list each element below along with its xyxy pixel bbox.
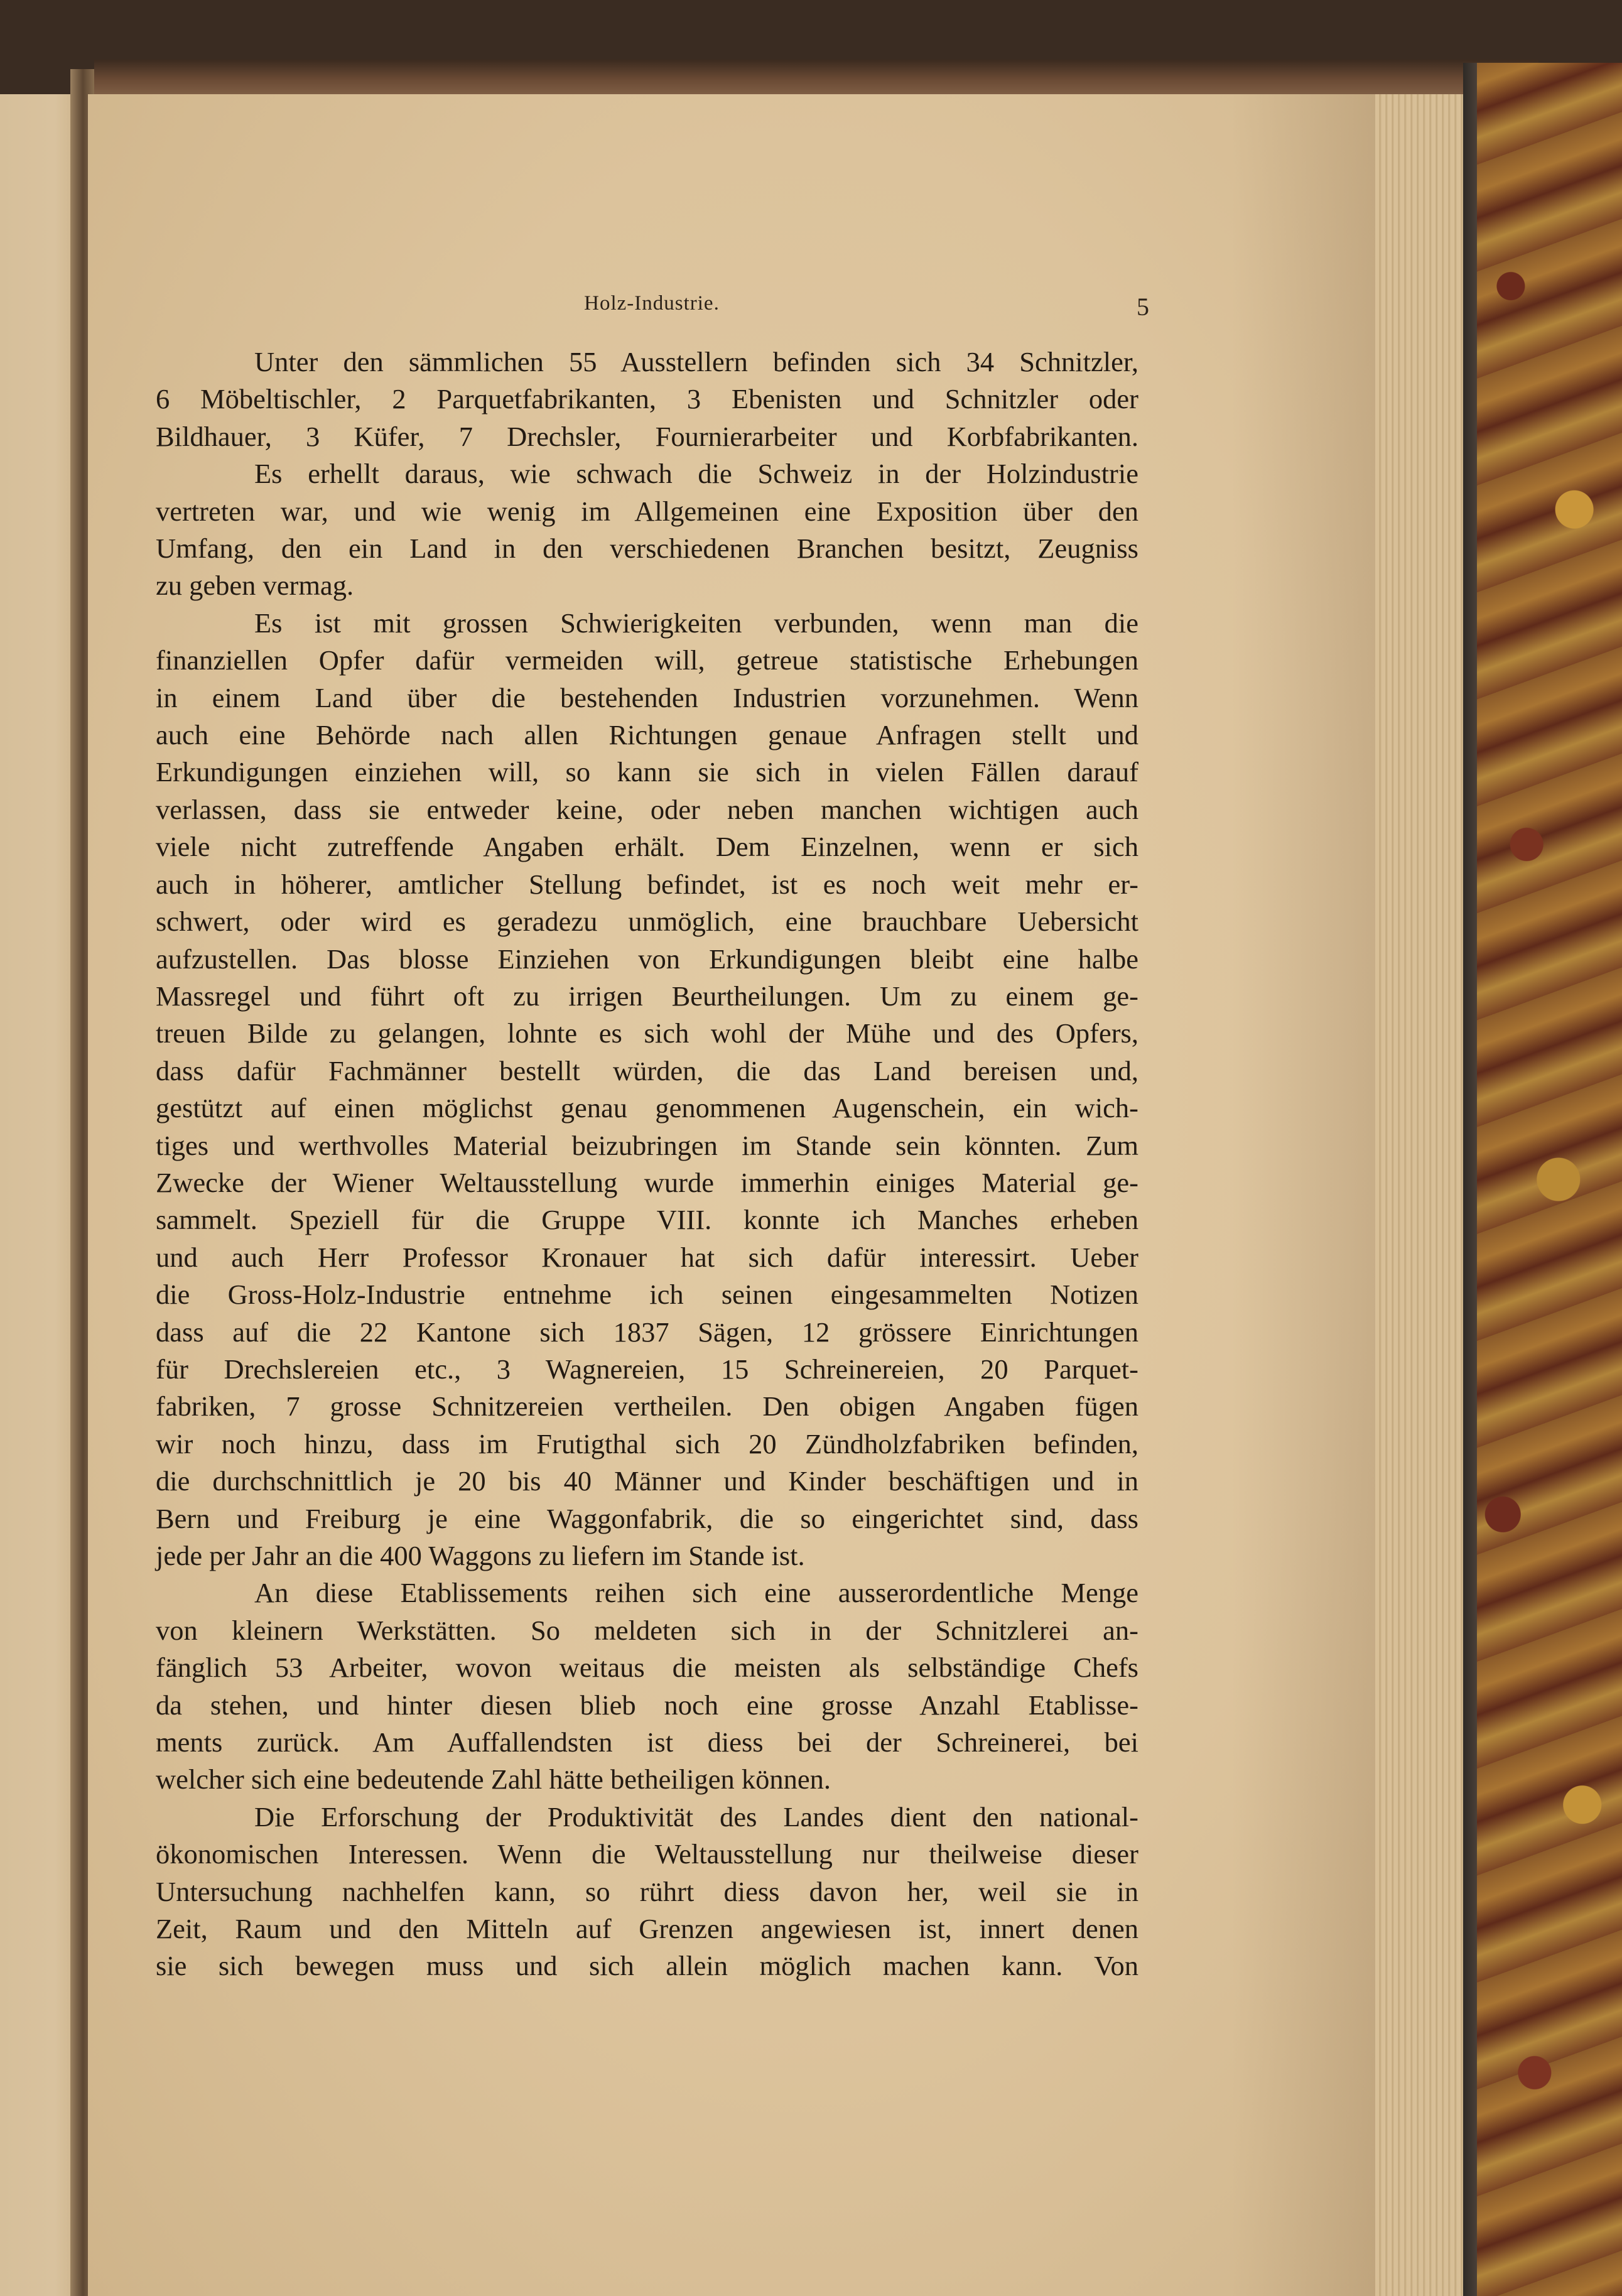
text-line: Massregel und führt oft zu irrigen Beurtheilungen. Um zu einem ge- bbox=[156, 980, 1138, 1012]
text-line: jede per Jahr an die 400 Waggons zu liefern im Stande ist. bbox=[156, 1540, 805, 1571]
text-line: Unter den sämmlichen 55 Ausstellern befinden sich 34 Schnitzler, bbox=[254, 346, 1138, 377]
text-line: treuen Bilde zu gelangen, lohnte es sich wohl der Mühe und des Opfers, bbox=[156, 1017, 1138, 1049]
text-line: Bildhauer, 3 Küfer, 7 Drechsler, Fournierarbeiter und Korbfabrikanten. bbox=[156, 420, 1138, 452]
cover-spine bbox=[1463, 63, 1477, 2296]
text-line: fänglich 53 Arbeiter, wovon weitaus die meisten als selbständige Chefs bbox=[156, 1652, 1138, 1684]
text-line: Zwecke der Wiener Weltausstellung wurde immerhin einiges Material ge- bbox=[156, 1166, 1138, 1198]
text-line: Es ist mit grossen Schwierigkeiten verbunden, wenn man die bbox=[254, 607, 1138, 639]
text-line: wir noch hinzu, dass im Frutigthal sich 20 Zündholzfabriken befinden, bbox=[156, 1427, 1138, 1459]
body-text bbox=[156, 344, 1138, 1985]
text-line: in einem Land über die bestehenden Industrien vorzunehmen. Wenn bbox=[156, 681, 1138, 713]
text-line: sammelt. Speziell für die Gruppe VIII. konnte ich Manches erheben bbox=[156, 1204, 1138, 1236]
text-line: und auch Herr Professor Kronauer hat sich dafür interessirt. Ueber bbox=[156, 1241, 1138, 1273]
page-header bbox=[156, 292, 1148, 330]
text-line: verlassen, dass sie entweder keine, oder neben manchen wichtigen auch bbox=[156, 793, 1138, 825]
marbled-cover bbox=[1463, 63, 1622, 2296]
text-line: Es erhellt daraus, wie schwach die Schweiz in der Holzindustrie bbox=[254, 458, 1138, 490]
text-line: Untersuchung nachhelfen kann, so rührt diess davon her, weil sie in bbox=[156, 1875, 1138, 1907]
text-line: von kleinern Werkstätten. So meldeten sich in der Schnitzlerei an- bbox=[156, 1614, 1138, 1646]
text-line: viele nicht zutreffende Angaben erhält. Dem Einzelnen, wenn er sich bbox=[156, 831, 1138, 863]
text-line: tiges und werthvolles Material beizubringen im Stande sein könnten. Zum bbox=[156, 1129, 1138, 1161]
text-line: die durchschnittlich je 20 bis 40 Männer und Kinder beschäftigen und in bbox=[156, 1465, 1138, 1497]
text-line: aufzustellen. Das blosse Einziehen von Erkundigungen bleibt eine halbe bbox=[156, 943, 1138, 975]
text-line: auch in höherer, amtlicher Stellung befindet, ist es noch weit mehr er- bbox=[156, 868, 1138, 900]
page-shadow bbox=[1231, 94, 1375, 2296]
text-line: sie sich bewegen muss und sich allein möglich machen kann. Von bbox=[156, 1950, 1138, 1982]
text-line: schwert, oder wird es geradezu unmöglich, eine brauchbare Uebersicht bbox=[156, 906, 1138, 938]
text-line: vertreten war, und wie wenig im Allgemeinen eine Exposition über den bbox=[156, 495, 1138, 527]
text-line: ökonomischen Interessen. Wenn die Weltausstellung nur theilweise dieser bbox=[156, 1838, 1138, 1870]
text-line: die Gross-Holz-Industrie entnehme ich seinen eingesammelten Notizen bbox=[156, 1279, 1138, 1311]
page-number: 5 bbox=[1137, 293, 1149, 321]
text-line: da stehen, und hinter diesen blieb noch eine grosse Anzahl Etablisse- bbox=[156, 1689, 1138, 1721]
text-line: 6 Möbeltischler, 2 Parquetfabrikanten, 3 Ebenisten und Schnitzler oder bbox=[156, 383, 1138, 415]
text-line: zu geben vermag. bbox=[156, 570, 354, 602]
left-page-edge bbox=[0, 94, 78, 2296]
text-line: welcher sich eine bedeutende Zahl hätte betheiligen können. bbox=[156, 1763, 831, 1795]
page-stack-edges bbox=[1375, 94, 1463, 2296]
running-head: Holz-Industrie. bbox=[584, 292, 720, 315]
text-line: finanziellen Opfer dafür vermeiden will, getreue statistische Erhebungen bbox=[156, 644, 1138, 676]
text-line: Umfang, den ein Land in den verschiedenen Branchen besitzt, Zeugniss bbox=[156, 533, 1138, 565]
text-line: Bern und Freiburg je eine Waggonfabrik, die so eingerichtet sind, dass bbox=[156, 1502, 1138, 1534]
text-line: Erkundigungen einziehen will, so kann sie sich in vielen Fällen darauf bbox=[156, 756, 1138, 788]
text-line: ments zurück. Am Auffallendsten ist diess bei der Schreinerei, bei bbox=[156, 1726, 1138, 1758]
text-line: An diese Etablissements reihen sich eine ausserordentliche Menge bbox=[254, 1577, 1138, 1609]
text-line: Zeit, Raum und den Mitteln auf Grenzen angewiesen ist, innert denen bbox=[156, 1913, 1138, 1945]
text-line: fabriken, 7 grosse Schnitzereien vertheilen. Den obigen Angaben fügen bbox=[156, 1390, 1138, 1422]
text-line: für Drechslereien etc., 3 Wagnereien, 15 Schreinereien, 20 Parquet- bbox=[156, 1353, 1138, 1385]
text-line: dass dafür Fachmänner bestellt würden, die das Land bereisen und, bbox=[156, 1054, 1138, 1086]
text-line: dass auf die 22 Kantone sich 1837 Sägen, 12 grössere Einrichtungen bbox=[156, 1316, 1138, 1348]
text-line: gestützt auf einen möglichst genau genommenen Augenschein, ein wich- bbox=[156, 1092, 1138, 1124]
text-line: Die Erforschung der Produktivität des Landes dient den national- bbox=[254, 1801, 1138, 1833]
text-line: auch eine Behörde nach allen Richtungen genaue Anfragen stellt und bbox=[156, 719, 1138, 751]
